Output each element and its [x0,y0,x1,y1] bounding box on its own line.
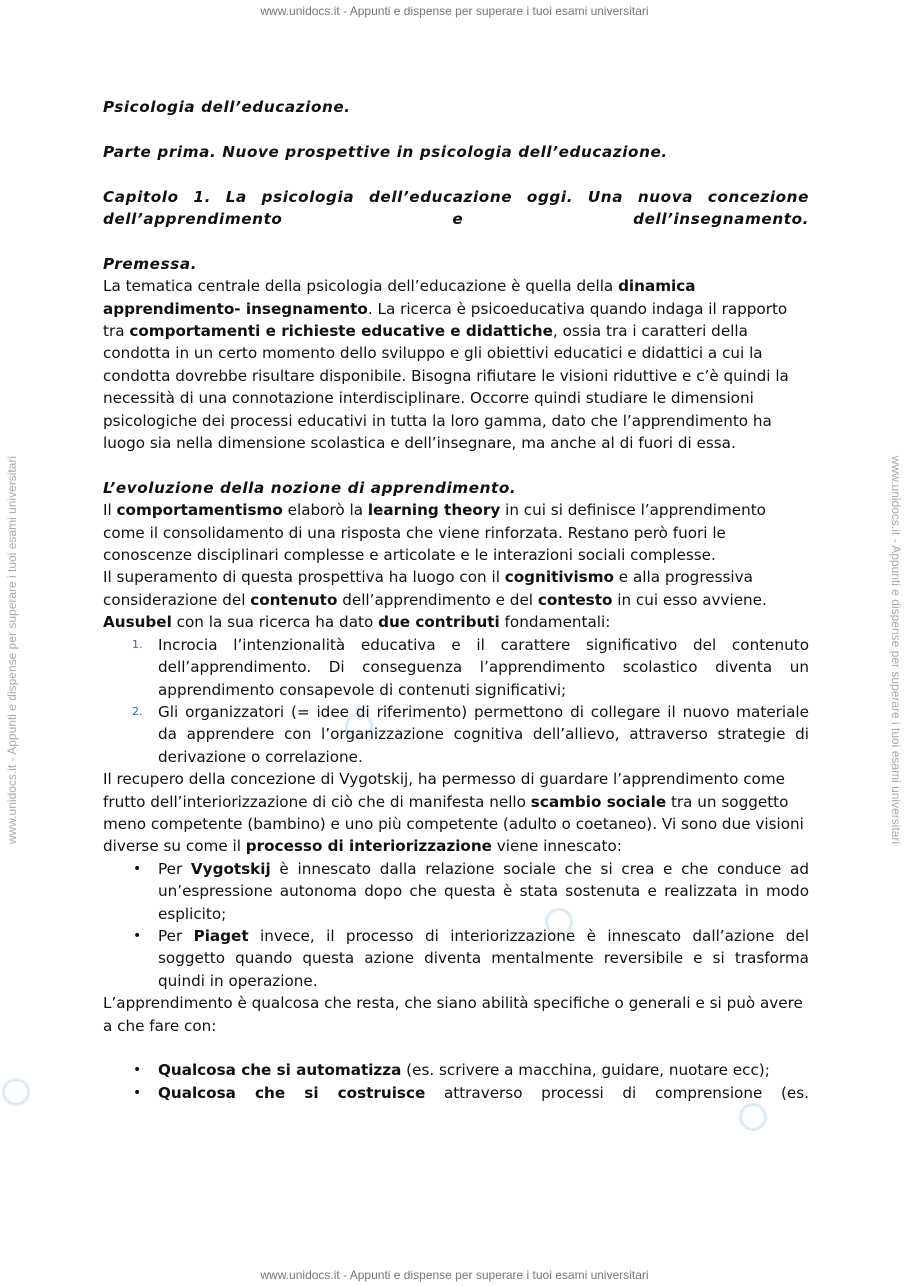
watermark-right: www.unidocs.it - Appunti e dispense per superare i tuoi esami universitari [889,455,903,845]
watermark-logo-icon [739,1103,767,1131]
watermark-bottom: www.unidocs.it - Appunti e dispense per superare i tuoi esami universitari [260,1268,649,1282]
list-item: • Qualcosa che si costruisce attraverso processi di comprensione (es. [133,1083,809,1102]
part-title: Parte prima. Nuove prospettive in psicologia dell’educazione. [103,142,668,161]
list-item: • Per Piaget invece, il processo di interiorizzazione è innescato dall’azione del soggetto quando questa azione diventa mentalmente reversibile e si trasforma quindi in operazione. [133,926,809,990]
section-heading-premessa: Premessa. [103,254,198,273]
section-heading-evoluzione: L’evoluzione della nozione di apprendimento. [103,478,517,497]
paragraph-vygotskij: Il recupero della concezione di Vygotskij, ha permesso di guardare l’apprendimento come frutto dell’interiorizzazione di ciò che di manifesta nello scambio sociale tra un soggetto meno competente (bambino) e uno più competente (adulto o coetaneo). Vi sono due visioni diverse su come il processo di interiorizzazione viene innescato: [103,770,804,856]
chapter-title: Capitolo 1. La psicologia dell’educazione oggi. Una nuova concezione dell’apprendimento e dell’insegnamento. [103,187,809,228]
paragraph-ausubel: Ausubel con la sua ricerca ha dato due contributi fondamentali: [103,613,611,632]
paragraph-cognitivismo: Il superamento di questa prospettiva ha luogo con il cognitivismo e alla progressiva considerazione del contenuto dell’apprendimento e del contesto in cui esso avviene. [103,568,767,609]
paragraph-comportamentismo: Il comportamentismo elaborò la learning theory in cui si definisce l’apprendimento come il consolidamento di una risposta che viene rinforzata. Restano però fuori le conoscenze disciplinari complesse e articolate e le interazioni sociali complesse. [103,501,766,565]
watermark-logo-icon [2,1078,30,1106]
list-item: • Qualcosa che si automatizza (es. scrivere a macchina, guidare, nuotare ecc); [133,1061,770,1080]
list-item: • Per Vygotskij è innescato dalla relazione sociale che si crea e che conduce ad un’espressione autonoma dopo che questa è stata sostenuta e realizzata in modo esplicito; [133,859,809,923]
list-item: 1. Incrocia l’intenzionalità educativa e il carattere significativo del contenuto dell’apprendimento. Di conseguenza l’apprendimento scolastico diventa un apprendimento consapevole di contenuti significativi; [132,635,809,699]
watermark-top: www.unidocs.it - Appunti e dispense per superare i tuoi esami universitari [260,4,649,18]
list-item: 2. Gli organizzatori (= idee di riferimento) permettono di collegare il nuovo materiale da apprendere con l’organizzazione cognitiva dell’allievo, attraverso strategie di derivazione o correlazione. [132,702,809,766]
learning-types-list [103,1059,809,1104]
book-title: Psicologia dell’educazione. [103,98,351,116]
paragraph-premessa: La tematica centrale della psicologia dell’educazione è quella della dinamica apprendimento- insegnamento. La ricerca è psicoeducativa quando indaga il rapporto tra comportamenti e richieste educative e didattiche, ossia tra i caratteri della condotta in un certo momento dello sviluppo e gli obiettivi educatici e didattici a cui la condotta dovrebbe risultare disponibile. Bisogna rifiutare le visioni riduttive e c’è quindi la necessità di una connotazione interdisciplinare. Occorre quindi studiare le dimensioni psicologiche dei processi educativi in tutta la loro gamma, dato che l’apprendimento ha luogo sia nella dimensione scolastica e dell’insegnare, ma anche al di fuori di essa. [103,277,789,453]
watermark-left: www.unidocs.it - Appunti e dispense per superare i tuoi esami universitari [5,455,19,845]
ausubel-contributions-list [103,634,809,768]
paragraph-apprendimento-resta: L’apprendimento è qualcosa che resta, che siano abilità specifiche o generali e si può avere a che fare con: [103,994,803,1035]
document-body [103,96,809,1104]
interiorization-views-list [103,858,809,992]
